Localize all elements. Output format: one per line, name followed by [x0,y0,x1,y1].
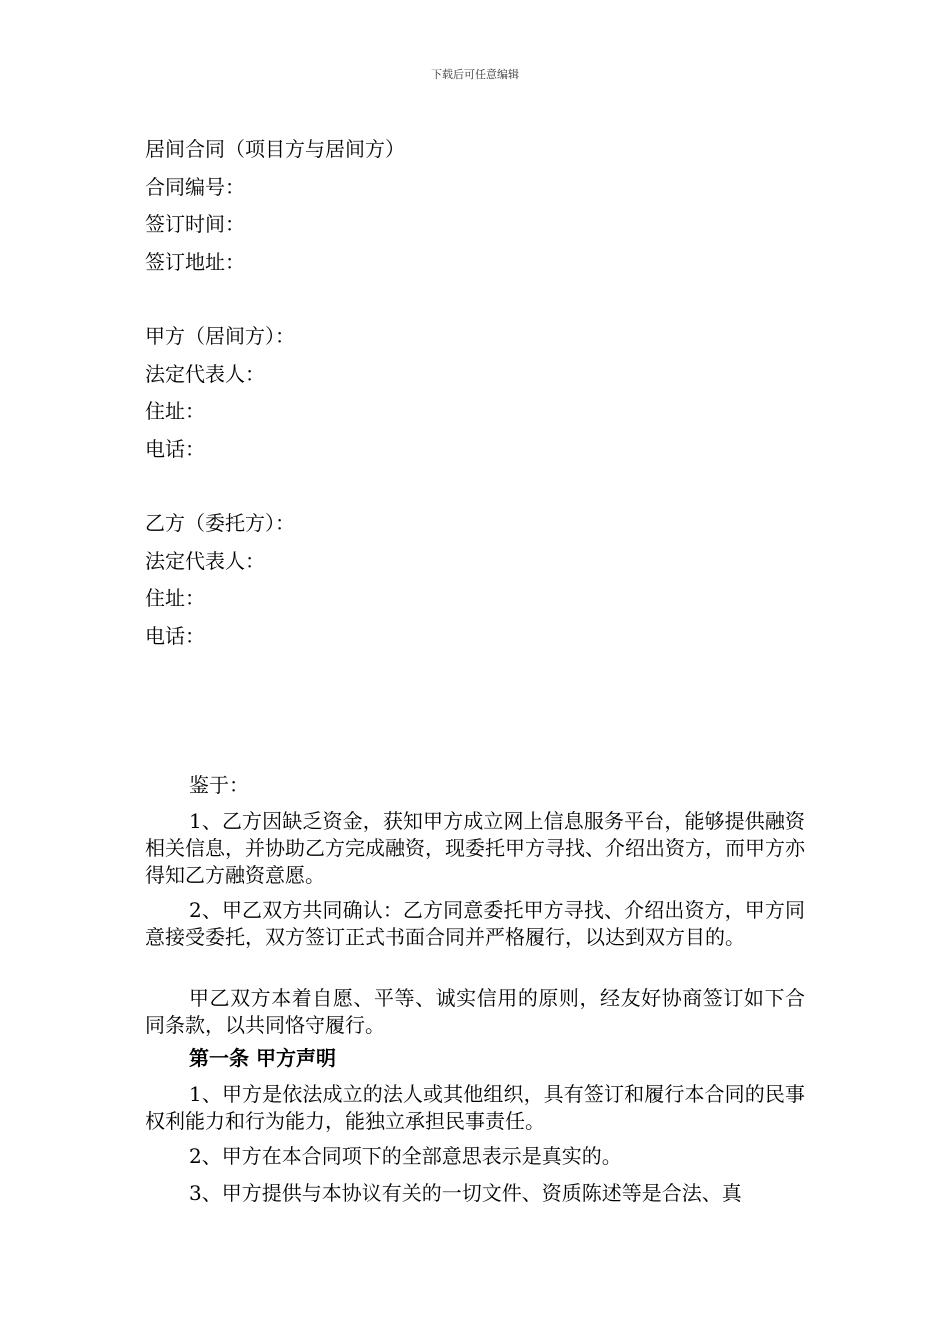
whereas-paragraph-2: 2、甲乙双方共同确认：乙方同意委托甲方寻找、介绍出资方，甲方同意接受委托，双方签订正式书面合同并严格履行，以达到双方目的。 [145,898,805,949]
party-b-address: 住址： [145,586,205,610]
article-1-title: 第一条 甲方声明 [189,1046,336,1070]
party-b-representative: 法定代表人： [145,549,265,573]
whereas-heading: 鉴于： [189,773,249,797]
whereas-paragraph-1: 1、乙方因缺乏资金，获知甲方成立网上信息服务平台，能够提供融资相关信息，并协助乙方完成融资，现委托甲方寻找、介绍出资方，而甲方亦得知乙方融资意愿。 [145,809,805,887]
article-1-item-1: 1、甲方是依法成立的法人或其他组织，具有签订和履行本合同的民事权利能力和行为能力，能独立承担民事责任。 [145,1082,805,1133]
party-b-phone: 电话： [145,624,205,648]
party-a-title: 甲方（居间方）： [145,324,295,348]
page-header: 下载后可任意编辑 [431,68,519,81]
contract-number-label: 合同编号： [145,175,245,199]
party-a-phone: 电话： [145,437,205,461]
article-1-item-2: 2、甲方在本合同项下的全部意思表示是真实的。 [189,1144,622,1168]
document-title: 居间合同（项目方与居间方） [145,137,405,161]
sign-address-label: 签订地址： [145,250,245,274]
party-a-representative: 法定代表人： [145,362,265,386]
agreement-paragraph: 甲乙双方本着自愿、平等、诚实信用的原则，经友好协商签订如下合同条款，以共同恪守履行。 [145,986,805,1037]
article-1-item-3: 3、甲方提供与本协议有关的一切文件、资质陈述等是合法、真 [189,1181,742,1205]
party-a-address: 住址： [145,399,205,423]
party-b-title: 乙方（委托方）： [145,511,295,535]
sign-time-label: 签订时间： [145,212,245,236]
